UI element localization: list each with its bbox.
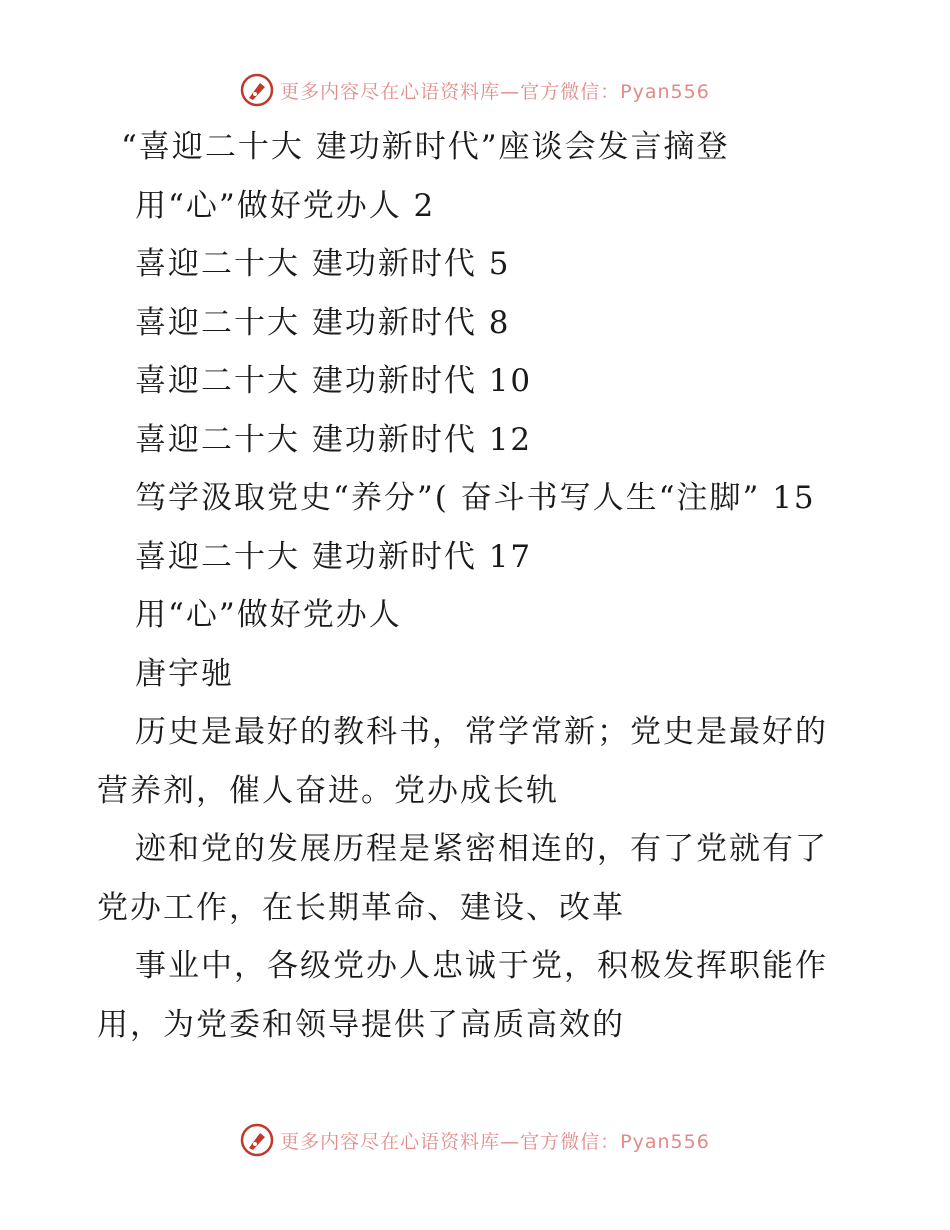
toc-entry: 喜迎二十大 建功新时代 5 bbox=[135, 246, 511, 282]
article-author: 唐宇驰 bbox=[135, 655, 234, 692]
watermark-text: 更多内容尽在心语资料库—官方微信：Pyan556 bbox=[280, 1130, 710, 1153]
body-paragraph: 迹和党的发展历程是紧密相连的，有了党就有了党办工作，在长期革命、建设、改革 bbox=[97, 831, 828, 926]
watermark-text: 更多内容尽在心语资料库—官方微信：Pyan556 bbox=[280, 80, 710, 103]
toc-entry: 喜迎二十大 建功新时代 17 bbox=[135, 538, 533, 575]
article-title: 用“心”做好党办人 bbox=[135, 597, 402, 633]
pen-nib-logo-icon bbox=[240, 1123, 274, 1157]
watermark-banner-top bbox=[0, 70, 950, 110]
toc-entry: 笃学汲取党史“养分”( 奋斗书写人生“注脚” 15 bbox=[135, 480, 816, 516]
pen-nib-logo-icon bbox=[240, 73, 274, 107]
document-body bbox=[97, 118, 857, 1054]
toc-entry: 用“心”做好党办人 2 bbox=[135, 187, 436, 224]
body-paragraph: 事业中，各级党办人忠诚于党，积极发挥职能作用，为党委和领导提供了高质高效的 bbox=[97, 948, 828, 1043]
document-title: “喜迎二十大 建功新时代”座谈会发言摘登 bbox=[121, 129, 730, 165]
watermark-banner-bottom bbox=[0, 1120, 950, 1160]
toc-entry: 喜迎二十大 建功新时代 10 bbox=[135, 363, 533, 399]
toc-entry: 喜迎二十大 建功新时代 12 bbox=[135, 421, 533, 458]
toc-entry: 喜迎二十大 建功新时代 8 bbox=[135, 304, 511, 341]
body-paragraph: 历史是最好的教科书，常学常新；党史是最好的营养剂，催人奋进。党办成长轨 bbox=[97, 714, 828, 809]
